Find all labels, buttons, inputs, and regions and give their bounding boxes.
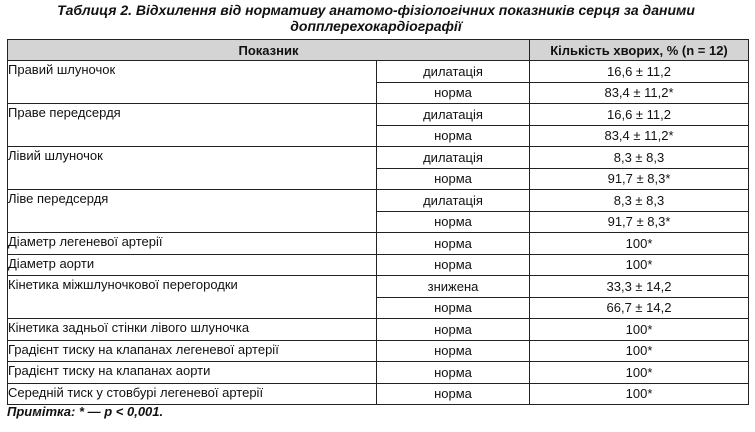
table-row <box>8 61 749 83</box>
table-caption <box>6 2 746 34</box>
value-cell: 16,6 ± 11,2 <box>530 104 749 126</box>
status-cell: норма <box>377 233 530 255</box>
indicator-cell: Правий шлуночок <box>8 61 377 104</box>
indicator-cell: Діаметр аорти <box>8 254 377 276</box>
status-cell: норма <box>377 362 530 384</box>
status-cell: норма <box>377 168 530 190</box>
table-row <box>8 340 749 362</box>
status-cell: знижена <box>377 276 530 298</box>
status-cell: дилатація <box>377 147 530 169</box>
table-header-row <box>8 40 749 61</box>
value-cell: 16,6 ± 11,2 <box>530 61 749 83</box>
status-cell: норма <box>377 340 530 362</box>
indicator-cell: Лівий шлуночок <box>8 147 377 190</box>
table-row <box>8 383 749 405</box>
indicator-cell: Праве передсердя <box>8 104 377 147</box>
status-cell: норма <box>377 125 530 147</box>
value-cell: 8,3 ± 8,3 <box>530 147 749 169</box>
value-cell: 100* <box>530 319 749 341</box>
table-row <box>8 254 749 276</box>
table-body <box>8 61 749 405</box>
value-cell: 100* <box>530 383 749 405</box>
indicator-cell: Градієнт тиску на клапанах легеневої артерії <box>8 340 377 362</box>
indicator-cell: Середній тиск у стовбурі легеневої артерії <box>8 383 377 405</box>
status-cell: норма <box>377 297 530 319</box>
table-row <box>8 319 749 341</box>
value-cell: 66,7 ± 14,2 <box>530 297 749 319</box>
status-cell: дилатація <box>377 104 530 126</box>
value-cell: 100* <box>530 362 749 384</box>
table-row <box>8 276 749 298</box>
header-patients-count: Кількість хворих, % (n = 12) <box>530 40 749 61</box>
status-cell: дилатація <box>377 61 530 83</box>
indicator-cell: Градієнт тиску на клапанах аорти <box>8 362 377 384</box>
caption-line-2: допплерехокардіографії <box>290 18 462 34</box>
value-cell: 83,4 ± 11,2* <box>530 82 749 104</box>
data-table <box>7 39 749 405</box>
status-cell: норма <box>377 319 530 341</box>
table-row <box>8 147 749 169</box>
status-cell: норма <box>377 211 530 233</box>
status-cell: норма <box>377 82 530 104</box>
table-row <box>8 190 749 212</box>
value-cell: 91,7 ± 8,3* <box>530 168 749 190</box>
table-row <box>8 104 749 126</box>
table-note: Примітка: * — p < 0,001. <box>7 404 164 419</box>
value-cell: 83,4 ± 11,2* <box>530 125 749 147</box>
value-cell: 91,7 ± 8,3* <box>530 211 749 233</box>
value-cell: 8,3 ± 8,3 <box>530 190 749 212</box>
header-indicator: Показник <box>8 40 530 61</box>
value-cell: 100* <box>530 340 749 362</box>
table-row <box>8 233 749 255</box>
indicator-cell: Діаметр легеневої артерії <box>8 233 377 255</box>
status-cell: норма <box>377 254 530 276</box>
status-cell: дилатація <box>377 190 530 212</box>
indicator-cell: Ліве передсердя <box>8 190 377 233</box>
value-cell: 100* <box>530 233 749 255</box>
indicator-cell: Кінетика задньої стінки лівого шлуночка <box>8 319 377 341</box>
value-cell: 100* <box>530 254 749 276</box>
status-cell: норма <box>377 383 530 405</box>
caption-line-1: Таблиця 2. Відхилення від нормативу анатомо-фізіологічних показників серця за даними <box>57 2 695 18</box>
indicator-cell: Кінетика міжшлуночкової перегородки <box>8 276 377 319</box>
table-row <box>8 362 749 384</box>
value-cell: 33,3 ± 14,2 <box>530 276 749 298</box>
